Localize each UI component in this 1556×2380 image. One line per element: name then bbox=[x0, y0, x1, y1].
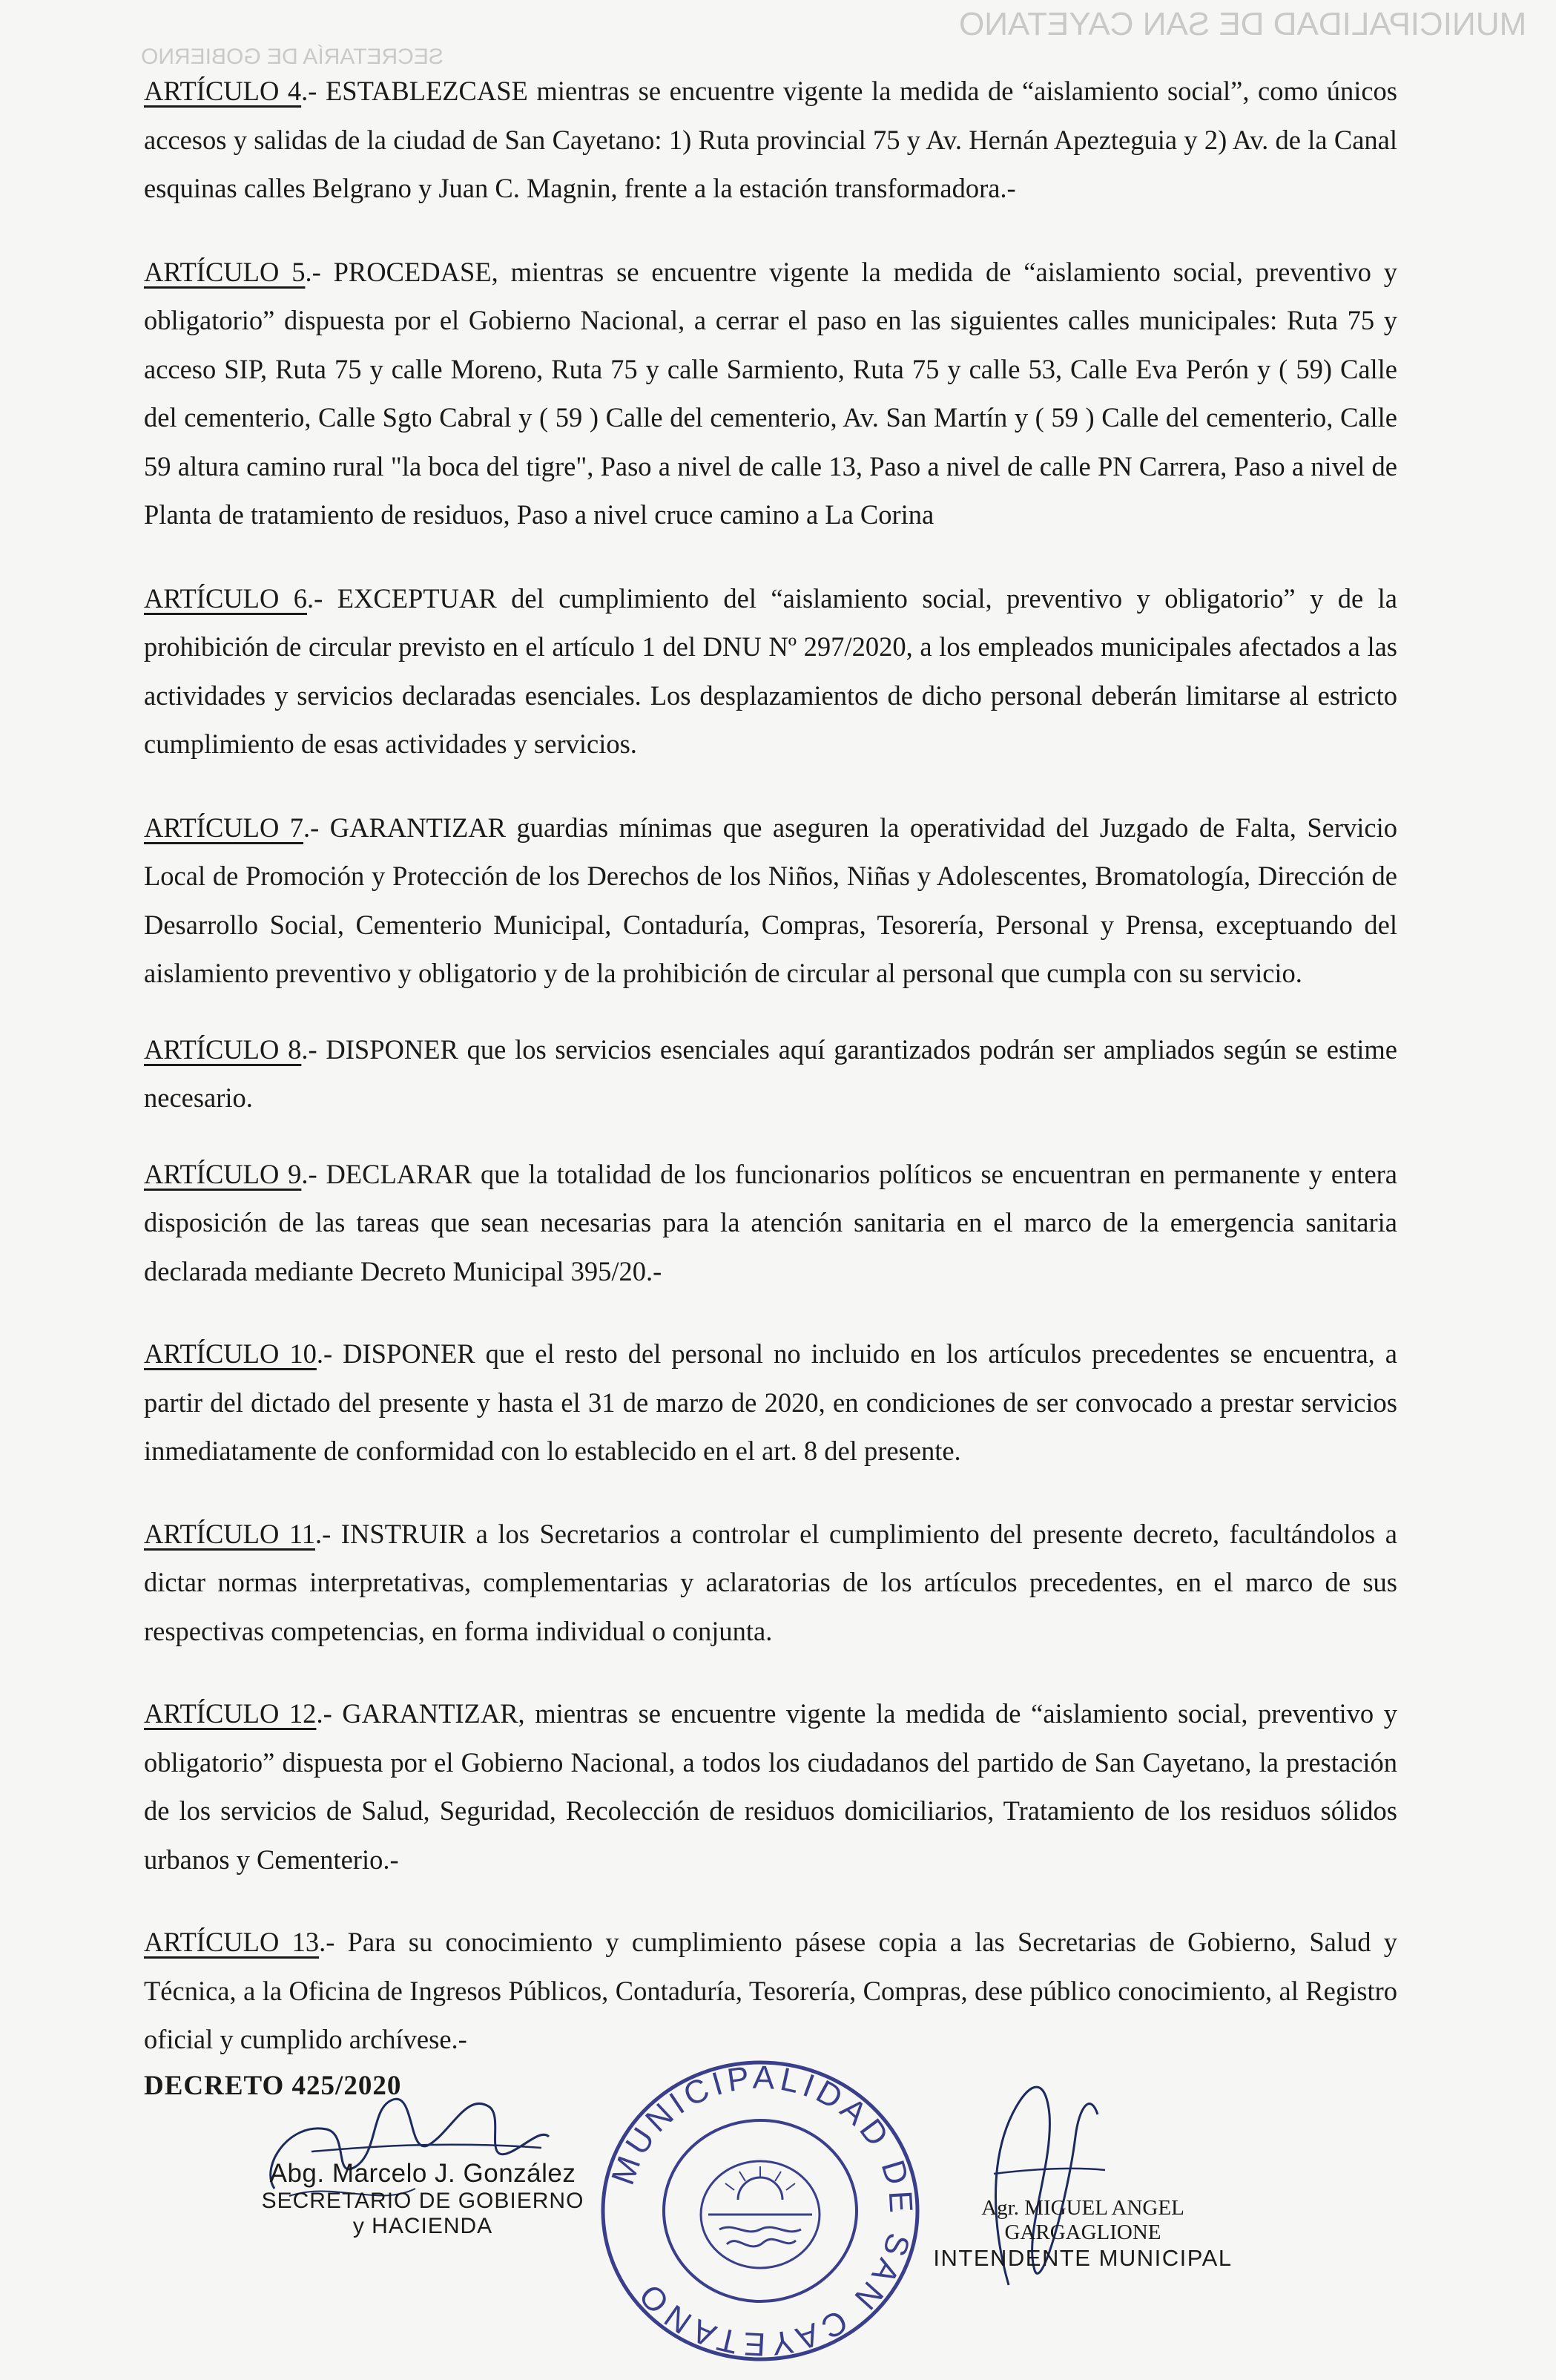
article-label: ARTÍCULO 5 bbox=[144, 256, 306, 287]
signatory-right-name: Agr. MIGUEL ANGEL GARGAGLIONE bbox=[981, 2196, 1184, 2244]
seal-lettering: MUNICIPALIDAD DE SAN CAYETANO bbox=[604, 2059, 920, 2363]
article-11 bbox=[144, 1510, 1397, 1656]
article-text: .- GARANTIZAR guardias mínimas que aseguren la operatividad del Juzgado de Falta, Servicio Local de Promoción y Protección de los Derechos de los Niños, Niñas y Adolescentes, Bromatología, Dirección de Desarrollo Social, Cementerio Municipal, Contaduría, Compras, Tesorería, Personal y Prensa, exceptuando del aislamiento preventivo y obligatorio y de la prohibición de circular al personal que cumpla con su servicio. bbox=[144, 812, 1397, 988]
article-label: ARTÍCULO 8 bbox=[144, 1033, 302, 1065]
article-label: ARTÍCULO 9 bbox=[144, 1158, 302, 1189]
article-text: .- DISPONER que el resto del personal no incluido en los artículos precedentes se encuentra, a partir del dictado del presente y hasta el 31 de marzo de 2020, en condiciones de ser convocado a prestar servicios inmediatamente de conformidad con lo establecido en el art. 8 del presente. bbox=[144, 1338, 1397, 1466]
article-label: ARTÍCULO 12 bbox=[144, 1698, 317, 1729]
signatory-left bbox=[260, 2159, 586, 2239]
article-text: .- PROCEDASE, mientras se encuentre vigente la medida de “aislamiento social, preventivo y obligatorio” dispuesta por el Gobierno Nacional, a cerrar el paso en las siguientes calles municipales: Ruta 75 y acceso SIP, Ruta 75 y calle Moreno, Ruta 75 y calle Sarmiento, Ruta 75 y calle 53, Calle Eva Perón y ( 59) Calle del cementerio, Calle Sgto Cabral y ( 59 ) Calle del cementerio, Av. San Martín y ( 59 ) Calle del cementerio, Calle 59 altura camino rural "la boca del tigre", Paso a nivel de calle 13, Paso a nivel de calle PN Carrera, Paso a nivel de Planta de tratamiento de residuos, Paso a nivel cruce camino a La Corina bbox=[144, 256, 1397, 530]
article-4 bbox=[144, 67, 1397, 213]
signatory-right bbox=[920, 2196, 1246, 2272]
bleed-header-line-1: MUNICIPALIDAD DE SAN CAYETANO bbox=[958, 6, 1526, 42]
article-label: ARTÍCULO 4 bbox=[144, 76, 302, 106]
signatory-right-title: INTENDENTE MUNICIPAL bbox=[933, 2245, 1233, 2271]
svg-text:MUNICIPALIDAD DE SAN CAYETANO bbox=[604, 2059, 920, 2362]
article-6 bbox=[144, 574, 1397, 769]
article-label: ARTÍCULO 13 bbox=[144, 1927, 320, 1957]
bleed-through-header bbox=[959, 6, 1526, 43]
article-10 bbox=[144, 1329, 1397, 1476]
article-label: ARTÍCULO 7 bbox=[144, 812, 304, 843]
article-text: .- DECLARAR que la totalidad de los funcionarios políticos se encuentran en permanente y entera disposición de las tareas que sean necesarias para la atención sanitaria en el marco de la emergencia sanitaria declarada mediante Decreto Municipal 395/20.- bbox=[144, 1158, 1397, 1286]
article-label: ARTÍCULO 6 bbox=[144, 582, 308, 614]
signatory-left-title: SECRETARIO DE GOBIERNO bbox=[261, 2189, 584, 2213]
bleed-through-subheader bbox=[141, 45, 444, 70]
article-13 bbox=[144, 1918, 1397, 2064]
decree-number: DECRETO 425/2020 bbox=[144, 2071, 402, 2101]
article-text: .- DISPONER que los servicios esenciales aquí garantizados podrán ser ampliados según se estime necesario. bbox=[144, 1033, 1397, 1113]
article-text: .- INSTRUIR a los Secretarios a controlar el cumplimiento del presente decreto, facultándolos a dictar normas interpretativas, complementarias y aclaratorias de los artículos precedentes, en el marco de sus respectivas competencias, en forma individual o conjunta. bbox=[144, 1518, 1397, 1646]
article-text: .- GARANTIZAR, mientras se encuentre vigente la medida de “aislamiento social, preventivo y obligatorio” dispuesta por el Gobierno Nacional, a todos los ciudadanos del partido de San Cayetano, la prestación de los servicios de Salud, Seguridad, Recolección de residuos domiciliarios, Tratamiento de los residuos sólidos urbanos y Cementerio.- bbox=[144, 1698, 1397, 1875]
article-label: ARTÍCULO 11 bbox=[144, 1518, 315, 1549]
bleed-header-line-2: SECRETARÍA DE GOBIERNO bbox=[141, 45, 444, 69]
article-7 bbox=[144, 803, 1397, 998]
article-8 bbox=[144, 1025, 1397, 1122]
document-body bbox=[144, 67, 1397, 2064]
article-label: ARTÍCULO 10 bbox=[144, 1338, 317, 1369]
signatory-left-subtitle: y HACIENDA bbox=[352, 2214, 493, 2238]
article-5 bbox=[144, 248, 1397, 539]
article-12 bbox=[144, 1689, 1397, 1884]
article-text: .- Para su conocimiento y cumplimiento pásese copia a las Secretarias de Gobierno, Salud y Técnica, a la Oficina de Ingresos Públicos, Contaduría, Tesorería, Compras, dese público conocimiento, al Registro oficial y cumplido archívese.- bbox=[144, 1927, 1398, 2054]
municipal-seal bbox=[597, 2055, 923, 2367]
article-9 bbox=[144, 1150, 1397, 1296]
signatory-left-name: Abg. Marcelo J. González bbox=[269, 2159, 576, 2188]
article-text: .- EXCEPTUAR del cumplimiento del “aislamiento social, preventivo y obligatorio” y de la prohibición de circular previsto en el artículo 1 del DNU Nº 297/2020, a los empleados municipales afectados a las actividades y servicios declaradas esenciales. Los desplazamientos de dicho personal deberán limitarse al estricto cumplimiento de esas actividades y servicios. bbox=[144, 582, 1398, 759]
article-text: .- ESTABLEZCASE mientras se encuentre vigente la medida de “aislamiento social”, como únicos accesos y salidas de la ciudad de San Cayetano: 1) Ruta provincial 75 y Av. Hernán Apezteguia y 2) Av. de la Canal esquinas calles Belgrano y Juan C. Magnin, frente a la estación transformadora.- bbox=[144, 76, 1397, 203]
